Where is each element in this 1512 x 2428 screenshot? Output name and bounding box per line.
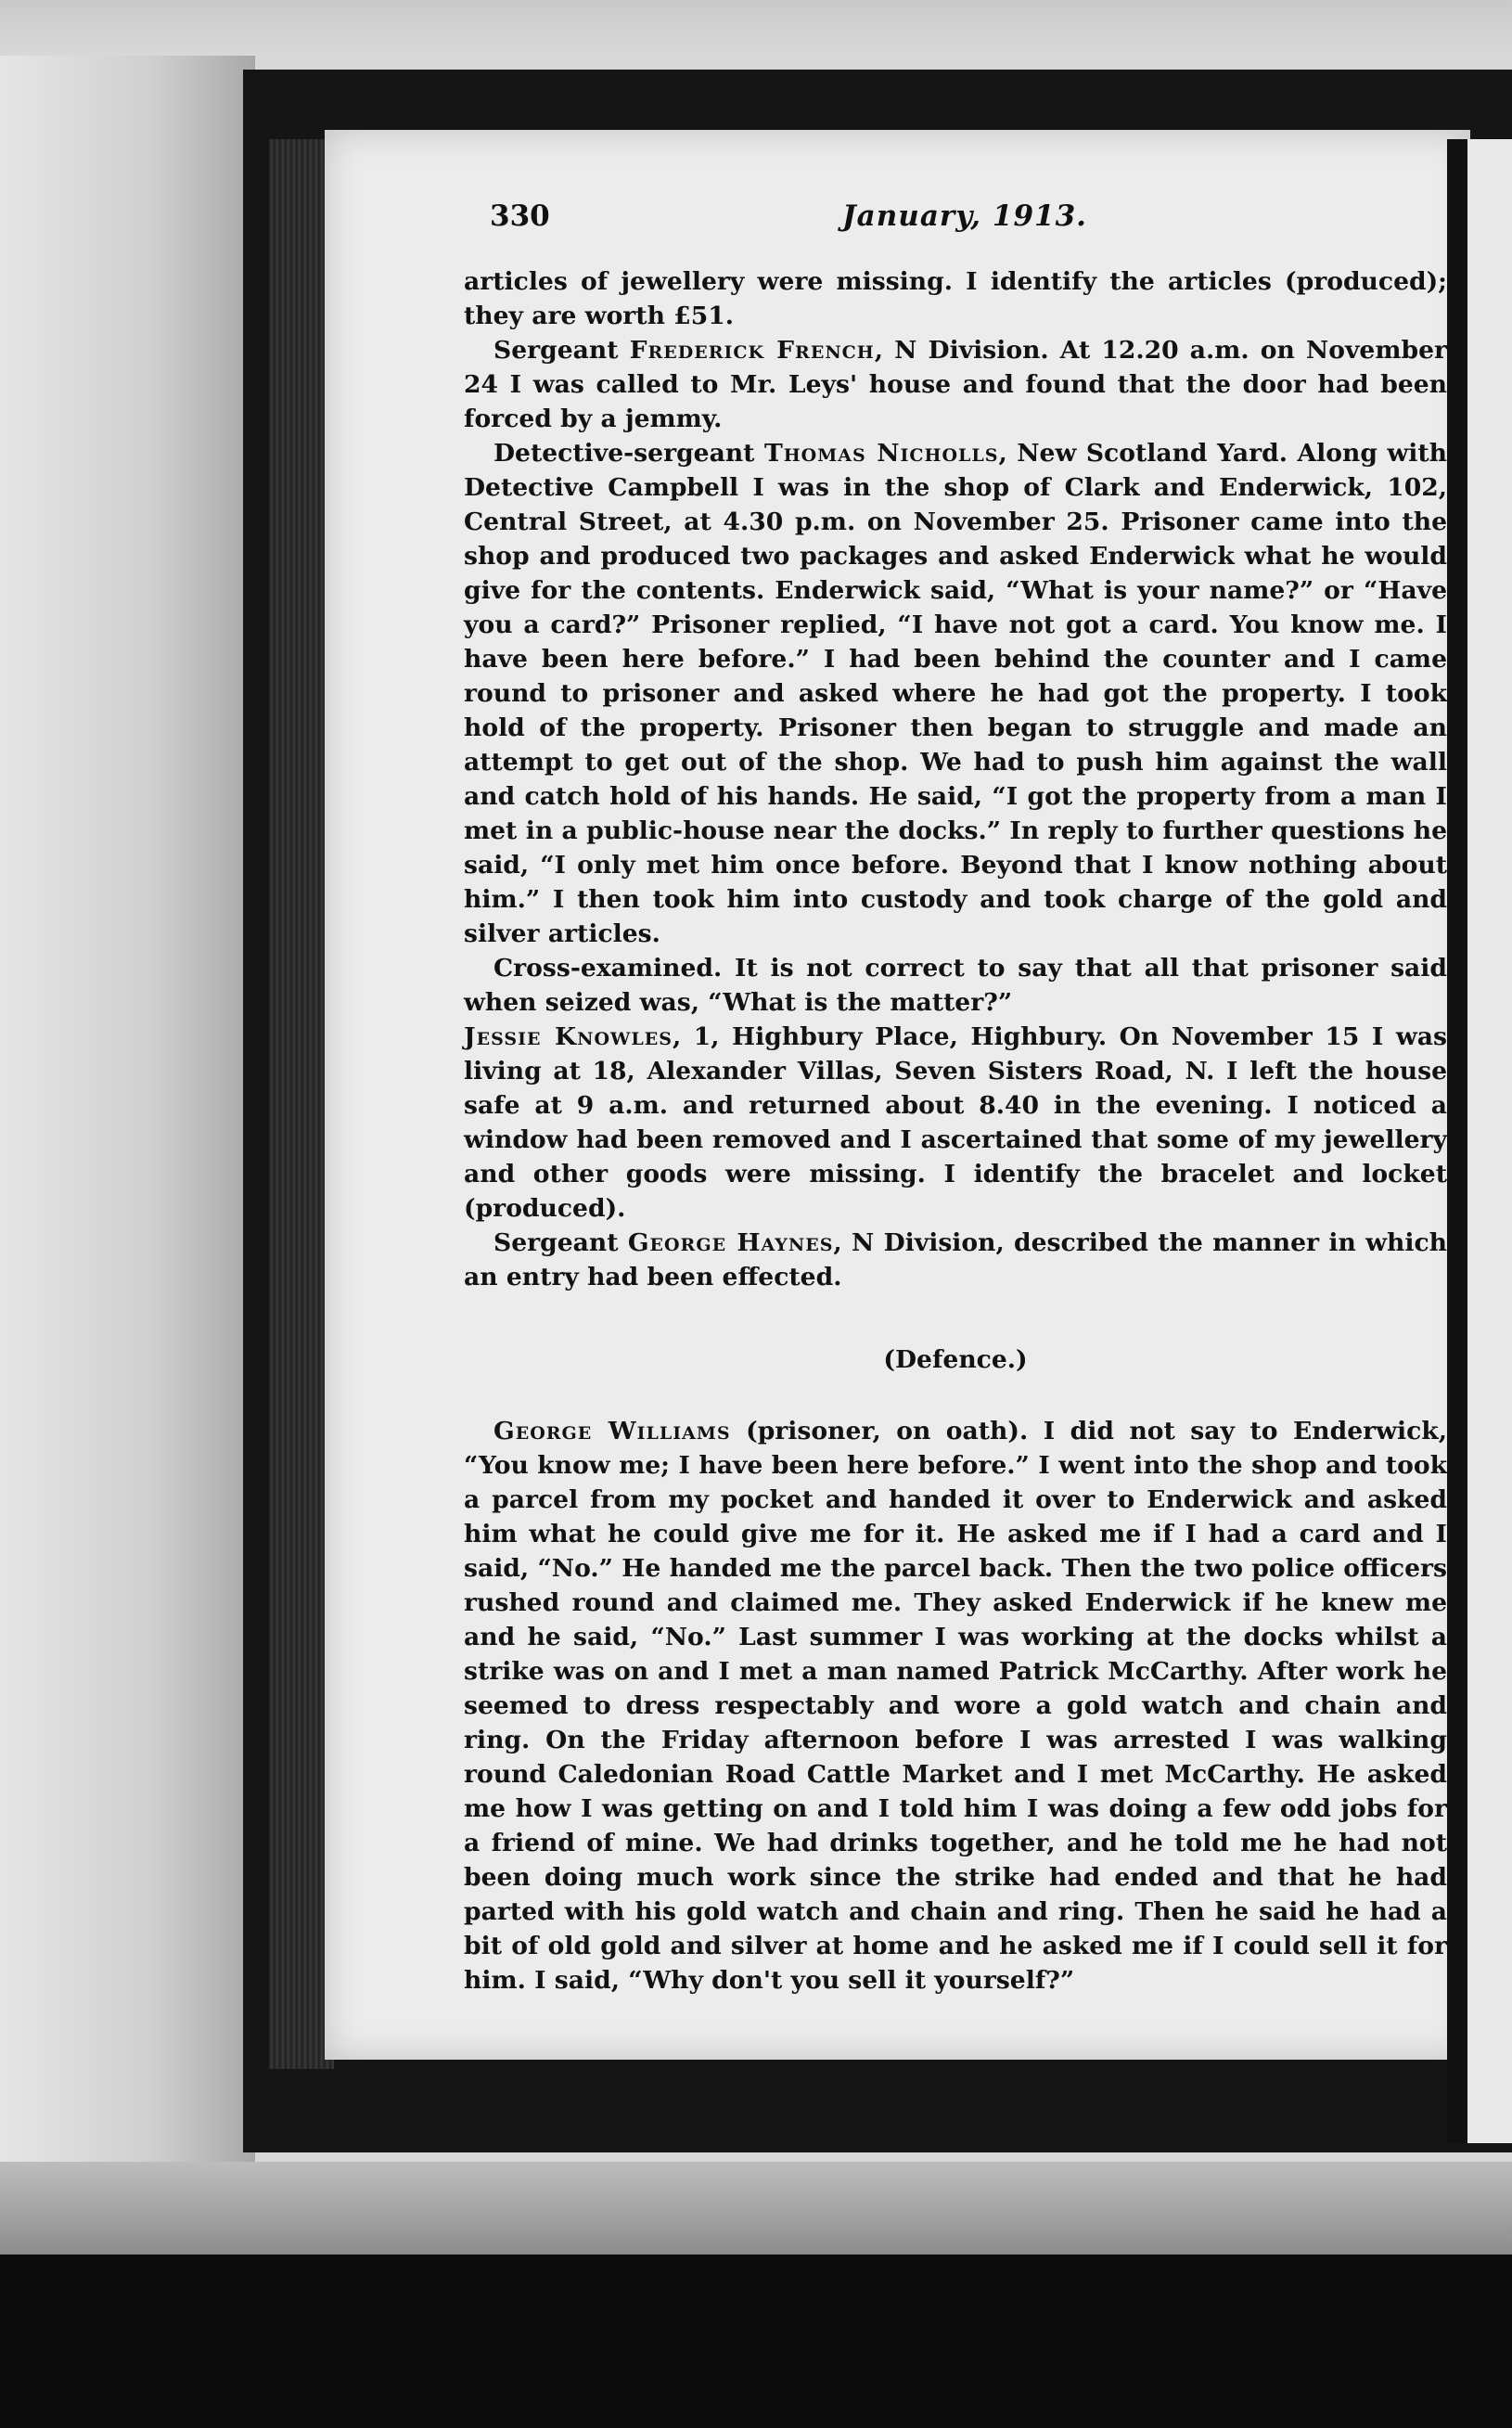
body-text [464, 264, 1447, 1998]
witness-prefix: Detective-sergeant [493, 439, 764, 468]
witness-name: George Haynes [627, 1228, 834, 1257]
section-heading-defence: (Defence.) [883, 1345, 1028, 1374]
page-number: 330 [490, 199, 550, 233]
paragraph-testimony-nicholls [464, 436, 1447, 951]
paragraph-text: articles of jewellery were missing. I identify the articles (produced); they are worth £51. [464, 267, 1447, 330]
date-heading: January, 1913. [842, 199, 1087, 233]
paragraph-text: , 1, Highbury Place, Highbury. On November 15 I was living at 18, Alexander Villas, Seven Sisters Road, N. I left the house safe at 9 a.m. and returned about 8.40 in the evening. I noticed a window had been removed and I ascertained that some of my jewellery and other goods were missing. I identify the bracelet and locket (produced). [464, 1022, 1447, 1223]
facing-page-edge [1447, 139, 1512, 2143]
paragraph-continuation [464, 264, 1447, 333]
background-bottom-dark [0, 2255, 1512, 2428]
witness-prefix: Sergeant [493, 1228, 628, 1257]
paragraph-text: (prisoner, on oath). I did not say to Enderwick, “You know me; I have been here before.” I went into the shop and took a parcel from my pocket and handed it over to Enderwick and asked him what he could give me for it. He asked me if I had a card and I said, “No.” He handed me the parcel back. Then the two police officers rushed round and claimed me. They asked Enderwick if he knew me and he said, “No.” Last summer I was working at the docks whilst a strike was on and I met a man named Patrick McCarthy. After work he seemed to dress respectably and wore a gold watch and chain and ring. On the Friday afternoon before I was arrested I was walking round Caledonian Road Cattle Market and I met McCarthy. He asked me how I was getting on and I told him I was doing a few odd jobs for a friend of mine. We had drinks together, and he told me he had not been doing much work since the strike had ended and that he had parted with his gold watch and chain and ring. Then he said he had a bit of old gold and silver at home and he asked me if I could sell it for him. I said, “Why don't you sell it yourself?” [464, 1417, 1447, 1995]
paragraph-testimony-french [464, 333, 1447, 436]
witness-name: George Williams [493, 1417, 731, 1445]
paragraph-text: , N Division, described the manner in which an entry had been effected. [464, 1228, 1447, 1291]
background-left [0, 0, 255, 2428]
paragraph-text: , N Division. At 12.20 a.m. on November 24 I was called to Mr. Leys' house and found that the door had been forced by a jemmy. [464, 336, 1448, 433]
witness-prefix: Sergeant [493, 336, 630, 365]
paragraph-text: , New Scotland Yard. Along with Detective Campbell I was in the shop of Clark and Enderwick, 102, Central Street, at 4.30 p.m. on November 25. Prisoner came into the shop and produced two packages and asked Enderwick what he would give for the contents. Enderwick said, “What is your name?” or “Have you a card?” Prisoner replied, “I have not got a card. You know me. I have been here before.” I had been behind the counter and I came round to prisoner and asked where he had got the property. I took hold of the property. Prisoner then began to struggle and made an attempt to get out of the shop. We had to push him against the wall and catch hold of his hands. He said, “I got the property from a man I met in a public-house near the docks.” In reply to further questions he said, “I only met him once before. Beyond that I know nothing about him.” I then took him into custody and took charge of the gold and silver articles. [464, 439, 1448, 948]
paragraph-testimony-knowles [464, 1020, 1447, 1226]
paragraph-testimony-haynes [464, 1226, 1447, 1294]
background-top [0, 0, 1512, 56]
background-bottom-gray [0, 2162, 1512, 2255]
running-head [490, 199, 1417, 246]
paragraph-text: Cross-examined. It is not correct to say that all that prisoner said when seized was, “What is the matter?” [464, 954, 1447, 1017]
paragraph-cross-examined [464, 951, 1447, 1020]
witness-name: Frederick French [629, 336, 875, 365]
witness-name: Thomas Nicholls [763, 439, 999, 468]
paragraph-defence-williams [464, 1414, 1447, 1998]
witness-name: Jessie Knowles [464, 1022, 673, 1051]
